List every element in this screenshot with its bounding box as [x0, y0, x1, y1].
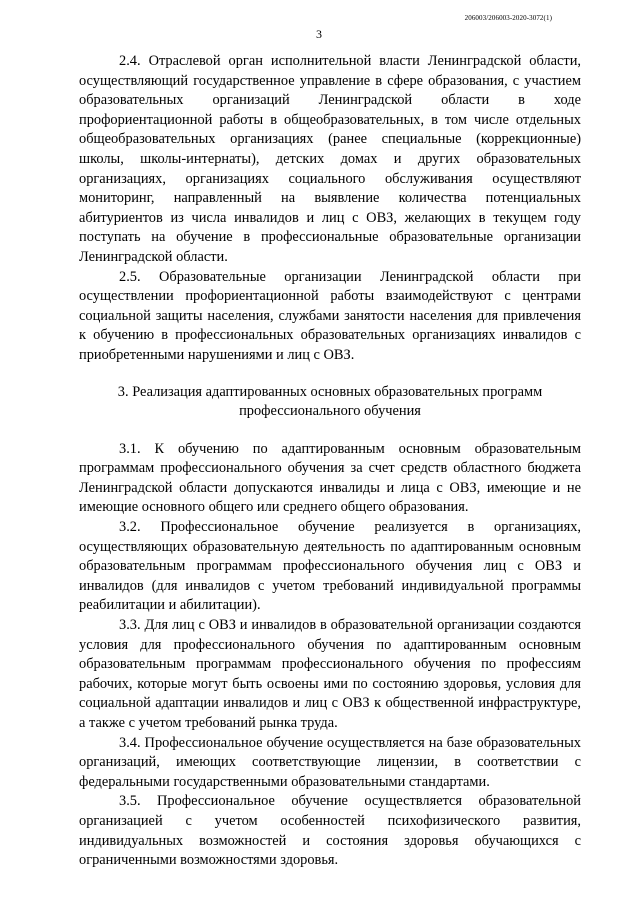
- page-content: [79, 52, 581, 871]
- document-id: 206003/206003-2020-3072(1): [464, 14, 552, 22]
- paragraph-2-4: 2.4. Отраслевой орган исполнительной власти Ленинградской области, осуществляющий государственное управление в сфере образования, с участием образовательных организаций Ленинградской области в ходе профориентационной работы в общеобразовательных, в том числе отдельных общеобразовательных организациях (ранее специальные (коррекционные) школы, школы-интернаты), детских домах и других образовательных организациях, организациях социального обслуживания осуществляют мониторинг, направленный на выявление количества потенциальных абитуриентов из числа инвалидов и лиц с ОВЗ, желающих в текущем году поступать на обучение в профессиональные образовательные организации Ленинградской области.: [79, 53, 581, 265]
- section-heading-line-1: 3. Реализация адаптированных основных образовательных программ: [117, 383, 543, 400]
- section-heading: [79, 383, 581, 422]
- paragraph-3-3: 3.3. Для лиц с ОВЗ и инвалидов в образовательной организации создаются условия для профессионального обучения по адаптированным основным образовательным программам профессионального обучения по профессиям рабочих, которые могут быть освоены ими по состоянию здоровья, условия для социальной адаптации инвалидов и лиц с ОВЗ к общественной инфраструктуре, а также с учетом требований рынка труда.: [79, 617, 581, 731]
- section-heading-line-2: профессионального обучения: [239, 403, 421, 420]
- paragraph-3-5: 3.5. Профессиональное обучение осуществляется образовательной организацией с учетом особенностей психофизического развития, индивидуальных возможностей и состояния здоровья обучающихся с ограниченными возможностями здоровья.: [79, 793, 581, 869]
- paragraph-2-5: 2.5. Образовательные организации Ленинградской области при осуществлении профориентационной работы взаимодействуют с центрами социальной защиты населения, службами занятости населения для привлечения к обучению в профессиональных образовательных организациях инвалидов с приобретенными нарушениями и лиц с ОВЗ.: [79, 268, 581, 363]
- paragraph-3-4: 3.4. Профессиональное обучение осуществляется на базе образовательных организаций, имеющих соответствующие лицензии, в соответствии с федеральными государственными образовательными стандартами.: [79, 734, 581, 790]
- paragraph-3-1: 3.1. К обучению по адаптированным основным образовательным программам профессионального обучения за счет средств областного бюджета Ленинградской области допускаются инвалиды и лица с ОВЗ, имеющие и не имеющие основного общего или среднего общего образования.: [79, 440, 581, 516]
- page-number: 3: [316, 27, 322, 41]
- paragraph-3-2: 3.2. Профессиональное обучение реализуется в организациях, осуществляющих образовательную деятельность по адаптированным основным образовательным программам профессионального обучения лиц с ОВЗ и инвалидов (для инвалидов с учетом требований индивидуальной программы реабилитации и абилитации).: [79, 519, 581, 614]
